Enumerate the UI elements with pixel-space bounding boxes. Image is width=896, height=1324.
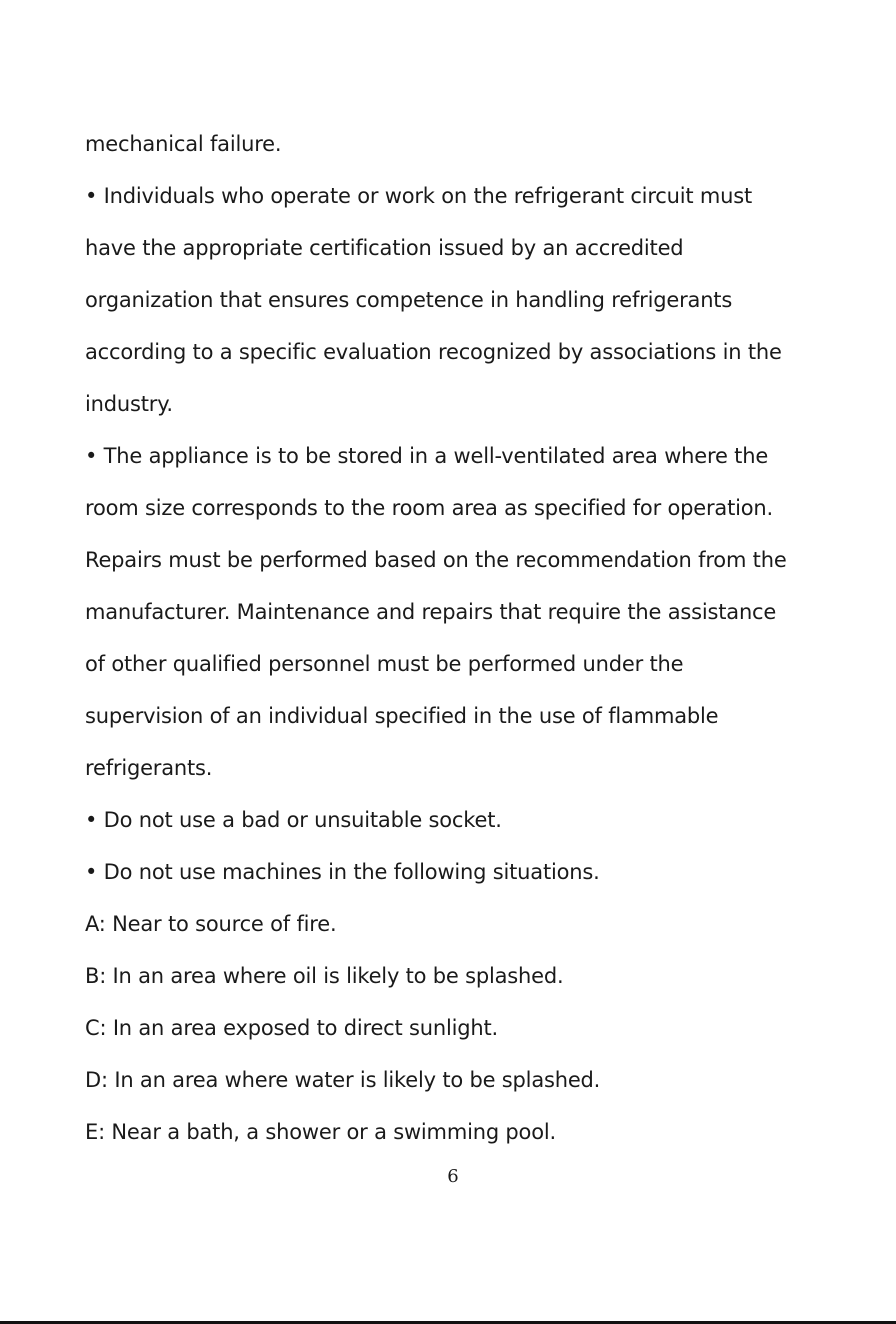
- text-line: organization that ensures competence in handling refrigerants: [85, 288, 733, 312]
- text-line: • Individuals who operate or work on the refrigerant circuit must: [85, 184, 753, 208]
- text-line: refrigerants.: [85, 756, 213, 780]
- text-line: • Do not use a bad or unsuitable socket.: [85, 808, 502, 832]
- body-text: [85, 118, 875, 1158]
- text-line: • The appliance is to be stored in a well-ventilated area where the: [85, 444, 769, 468]
- text-line: according to a specific evaluation recognized by associations in the: [85, 340, 782, 364]
- text-line: have the appropriate certification issued by an accredited: [85, 236, 684, 260]
- text-line: supervision of an individual specified in the use of flammable: [85, 704, 719, 728]
- text-line: C: In an area exposed to direct sunlight.: [85, 1016, 499, 1040]
- text-line: • Do not use machines in the following situations.: [85, 860, 600, 884]
- text-line: industry.: [85, 392, 173, 416]
- text-line: E: Near a bath, a shower or a swimming pool.: [85, 1120, 556, 1144]
- text-line: Repairs must be performed based on the recommendation from the: [85, 548, 787, 572]
- text-line: of other qualified personnel must be performed under the: [85, 652, 684, 676]
- text-line: room size corresponds to the room area as specified for operation.: [85, 496, 773, 520]
- text-line: mechanical failure.: [85, 132, 282, 156]
- text-line: B: In an area where oil is likely to be splashed.: [85, 964, 564, 988]
- text-line: D: In an area where water is likely to be splashed.: [85, 1068, 601, 1092]
- text-line: manufacturer. Maintenance and repairs that require the assistance: [85, 600, 777, 624]
- page-number: 6: [447, 1166, 459, 1187]
- text-line: A: Near to source of fire.: [85, 912, 337, 936]
